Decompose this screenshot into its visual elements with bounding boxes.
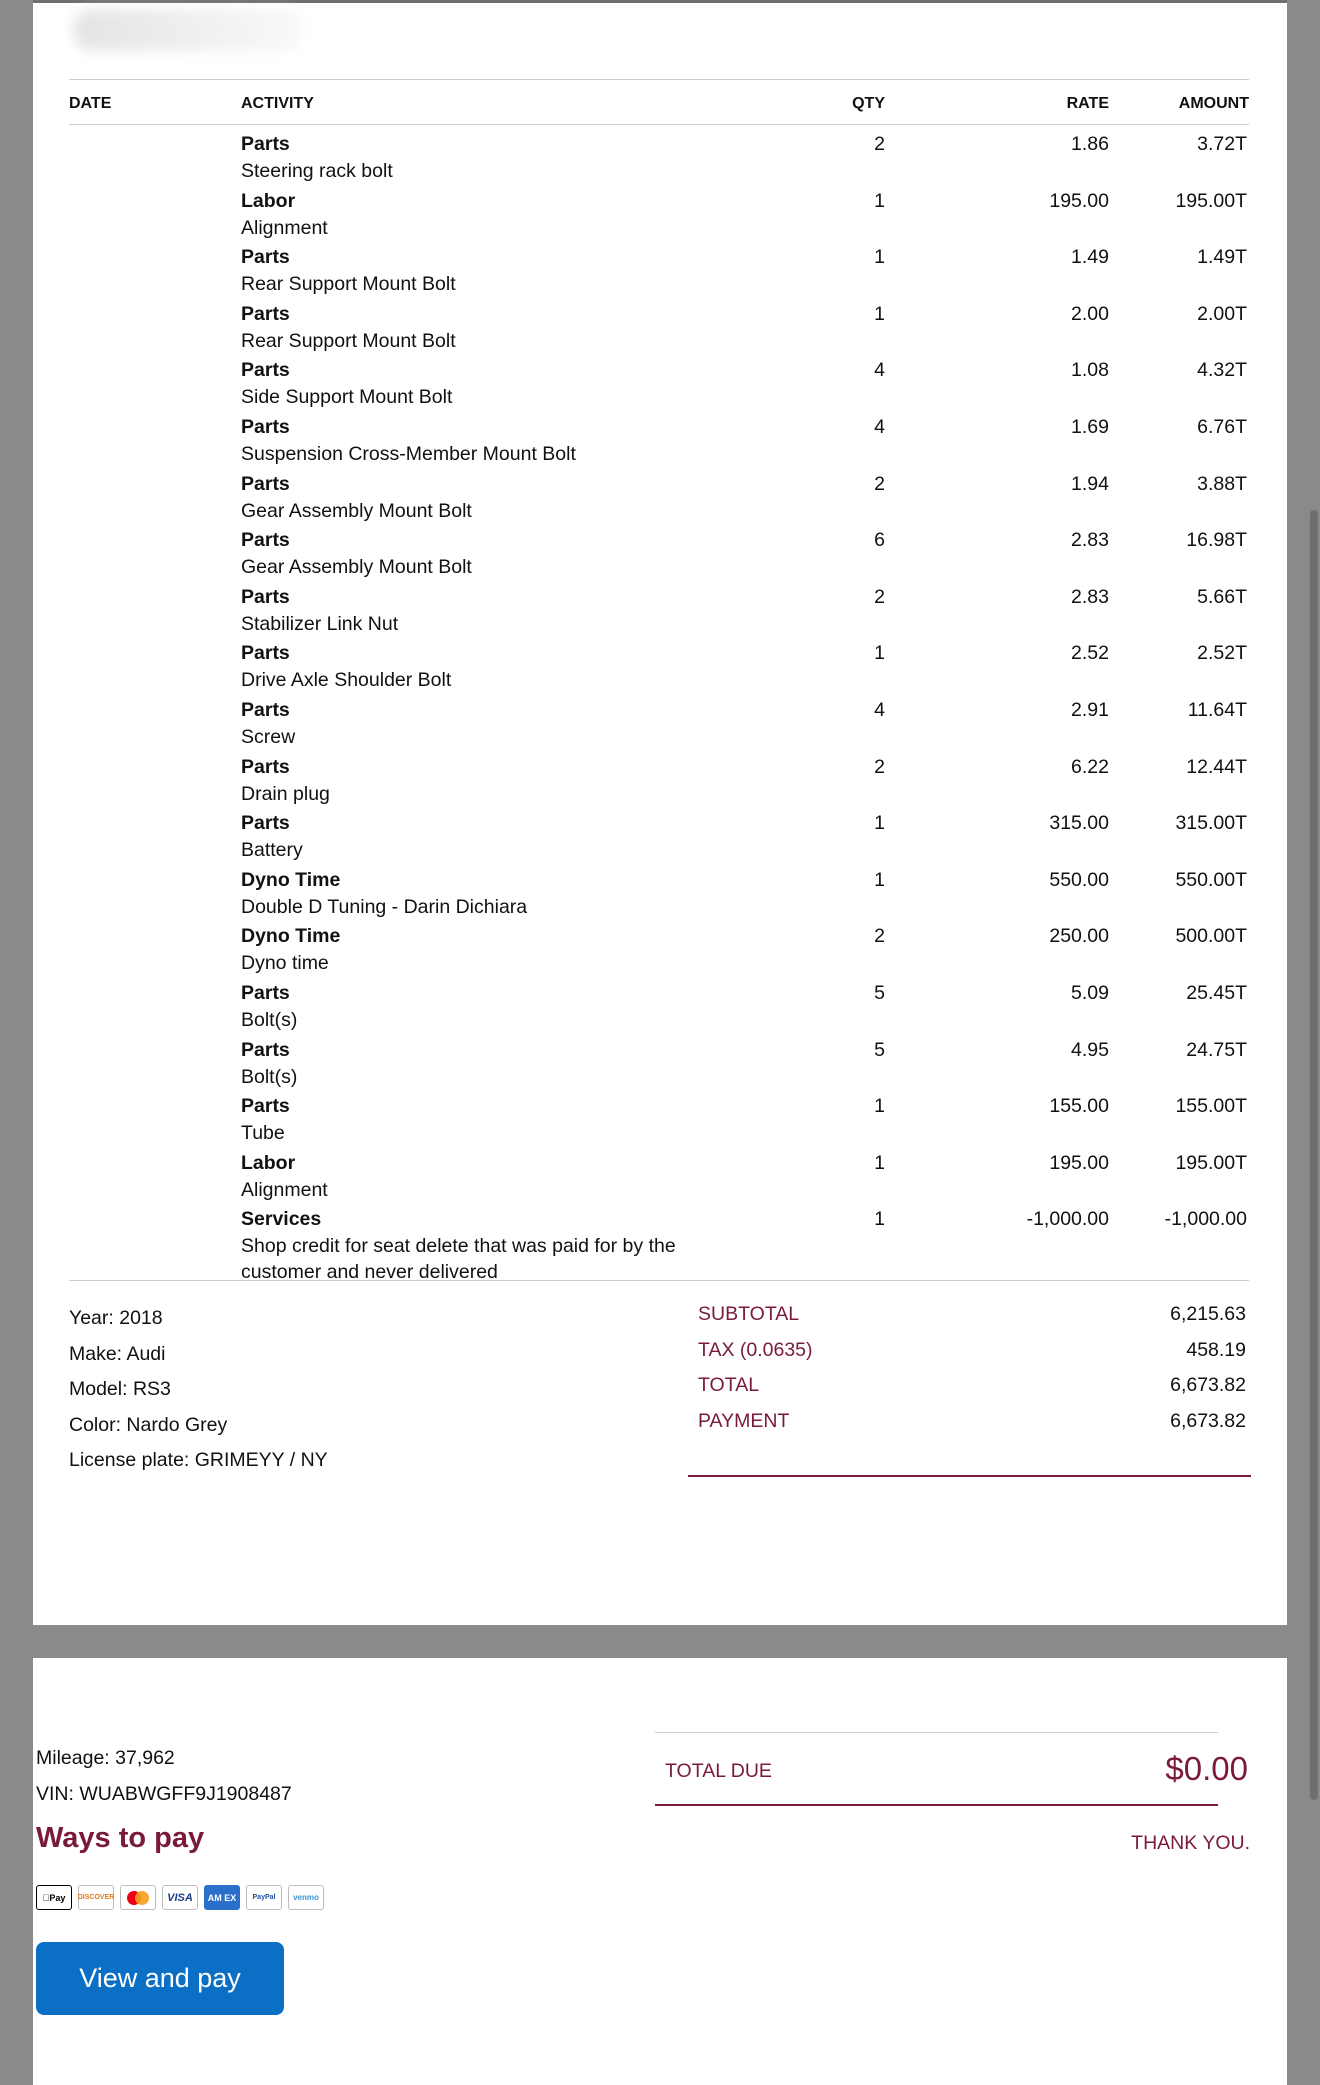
due-top-divider	[655, 1732, 1218, 1733]
table-row	[69, 754, 1249, 811]
total-due-label: TOTAL DUE	[665, 1760, 772, 1782]
item-amount: 195.00T	[1175, 1151, 1247, 1174]
item-description: Alignment	[241, 1178, 328, 1201]
item-description: Bolt(s)	[241, 1065, 298, 1088]
header-activity: ACTIVITY	[241, 95, 314, 112]
item-title: Parts	[241, 812, 290, 835]
item-amount: 2.52T	[1197, 642, 1247, 665]
table-row	[69, 1150, 1249, 1207]
item-description: Shop credit for seat delete that was paid for by the customer and never delivered	[241, 1235, 676, 1284]
item-description: Stabilizer Link Nut	[241, 612, 399, 635]
paypal-icon: PayPal	[246, 1885, 282, 1910]
item-amount: 500.00T	[1175, 925, 1247, 948]
table-row	[69, 923, 1249, 980]
item-rate: 2.00	[1071, 302, 1109, 325]
item-title: Services	[241, 1208, 322, 1231]
item-qty: 1	[874, 302, 885, 325]
item-description: Battery	[241, 839, 303, 862]
tax-value: 458.19	[1186, 1338, 1246, 1361]
item-title: Parts	[241, 755, 290, 778]
invoice-page	[33, 0, 1287, 1625]
table-row	[69, 244, 1249, 301]
vehicle-color: Color: Nardo Grey	[69, 1413, 228, 1436]
total-due-value: $0.00	[1165, 1750, 1248, 1787]
item-title: Parts	[241, 981, 290, 1004]
item-description: Drain plug	[241, 782, 330, 805]
vehicle-info	[69, 1301, 328, 1479]
item-rate: 250.00	[1049, 925, 1109, 948]
item-rate: 195.00	[1049, 189, 1109, 212]
table-row	[69, 584, 1249, 641]
item-rate: 1.08	[1071, 359, 1109, 382]
header-amount: AMOUNT	[1178, 95, 1249, 112]
thank-you-text: THANK YOU.	[1131, 1832, 1250, 1854]
table-row	[69, 1093, 1249, 1150]
vehicle-vin: VIN: WUABWGFF9J1908487	[36, 1783, 292, 1805]
item-amount: 24.75T	[1186, 1038, 1247, 1061]
vehicle-model: Model: RS3	[69, 1378, 171, 1400]
item-rate: 5.09	[1071, 981, 1109, 1004]
tax-row	[688, 1339, 1248, 1375]
item-description: Screw	[241, 725, 296, 748]
vehicle-extra-info	[36, 1740, 292, 1812]
subtotal-row	[688, 1303, 1248, 1339]
totals-divider	[688, 1475, 1251, 1477]
item-description: Rear Support Mount Bolt	[241, 329, 456, 352]
table-row	[69, 1037, 1249, 1094]
item-description: Dyno time	[241, 952, 329, 975]
item-qty: 5	[874, 981, 885, 1004]
item-rate: 2.83	[1071, 585, 1109, 608]
item-rate: 2.91	[1071, 698, 1109, 721]
item-title: Parts	[241, 133, 290, 155]
item-qty: 1	[874, 1151, 885, 1174]
payment-label: PAYMENT	[698, 1410, 790, 1433]
payment-methods	[36, 1885, 324, 1910]
item-rate: 155.00	[1049, 1095, 1109, 1118]
subtotal-label: SUBTOTAL	[698, 1303, 800, 1325]
item-qty: 4	[874, 415, 885, 438]
venmo-icon: venmo	[288, 1885, 324, 1910]
item-amount: 11.64T	[1187, 698, 1247, 721]
apple-pay-icon: Pay	[36, 1885, 72, 1910]
item-rate: -1,000.00	[1026, 1208, 1109, 1231]
invoice-page-2	[33, 1658, 1287, 2085]
item-title: Parts	[241, 302, 290, 325]
tax-label: TAX (0.0635)	[698, 1338, 813, 1361]
item-title: Parts	[241, 472, 290, 495]
item-amount: 3.88T	[1197, 472, 1247, 495]
item-qty: 1	[874, 1208, 885, 1231]
item-title: Parts	[241, 415, 290, 438]
table-row	[69, 980, 1249, 1037]
item-title: Parts	[241, 529, 290, 552]
item-qty: 2	[874, 585, 885, 608]
item-description: Suspension Cross-Member Mount Bolt	[241, 442, 576, 465]
item-title: Dyno Time	[241, 925, 341, 948]
vehicle-mileage: Mileage: 37,962	[36, 1747, 175, 1769]
item-amount: 5.66T	[1197, 585, 1247, 608]
item-rate: 2.52	[1071, 642, 1109, 665]
view-and-pay-button[interactable]: View and pay	[36, 1942, 284, 2015]
item-qty: 2	[874, 133, 885, 155]
item-qty: 1	[874, 868, 885, 891]
table-row	[69, 527, 1249, 584]
item-amount: 3.72T	[1197, 133, 1247, 155]
item-qty: 1	[874, 642, 885, 665]
discover-icon: DISCOVER	[78, 1885, 114, 1910]
ways-to-pay-heading: Ways to pay	[36, 1822, 205, 1854]
table-row	[69, 188, 1249, 245]
item-qty: 1	[874, 246, 885, 269]
table-row	[69, 301, 1249, 358]
item-title: Parts	[241, 698, 290, 721]
table-row	[69, 697, 1249, 754]
table-row	[69, 810, 1249, 867]
item-amount: -1,000.00	[1164, 1208, 1247, 1231]
item-amount: 550.00T	[1175, 868, 1247, 891]
item-description: Steering rack bolt	[241, 160, 393, 182]
item-amount: 6.76T	[1197, 415, 1247, 438]
payment-value: 6,673.82	[1170, 1410, 1246, 1433]
header-rate: RATE	[1066, 95, 1109, 112]
table-row	[69, 1206, 1249, 1284]
item-title: Parts	[241, 642, 290, 665]
subtotal-value: 6,215.63	[1170, 1303, 1246, 1325]
item-rate: 1.69	[1071, 415, 1109, 438]
table-row	[69, 131, 1249, 188]
table-header	[69, 79, 1249, 125]
vehicle-year: Year: 2018	[69, 1307, 163, 1329]
item-title: Parts	[241, 246, 290, 269]
item-title: Labor	[241, 1151, 296, 1174]
item-amount: 4.32T	[1197, 359, 1247, 382]
item-qty: 4	[874, 359, 885, 382]
item-rate: 315.00	[1049, 812, 1109, 835]
visa-icon: VISA	[162, 1885, 198, 1910]
total-value: 6,673.82	[1170, 1374, 1246, 1397]
item-amount: 12.44T	[1186, 755, 1247, 778]
due-bottom-divider	[655, 1804, 1218, 1806]
item-qty: 6	[874, 529, 885, 552]
item-rate: 6.22	[1071, 755, 1109, 778]
item-rate: 1.94	[1071, 472, 1109, 495]
item-amount: 25.45T	[1186, 981, 1247, 1004]
item-amount: 16.98T	[1186, 529, 1247, 552]
table-divider	[69, 1280, 1249, 1281]
item-description: Double D Tuning - Darin Dichiara	[241, 895, 528, 918]
item-amount: 2.00T	[1197, 302, 1247, 325]
scrollbar[interactable]	[1310, 510, 1318, 1800]
item-qty: 2	[874, 755, 885, 778]
table-row	[69, 357, 1249, 414]
item-title: Parts	[241, 585, 290, 608]
item-amount: 195.00T	[1175, 189, 1247, 212]
item-description: Side Support Mount Bolt	[241, 386, 453, 409]
item-description: Gear Assembly Mount Bolt	[241, 499, 472, 522]
item-qty: 1	[874, 1095, 885, 1118]
vehicle-make: Make: Audi	[69, 1342, 166, 1365]
mastercard-icon	[120, 1885, 156, 1910]
item-qty: 5	[874, 1038, 885, 1061]
item-qty: 2	[874, 925, 885, 948]
item-qty: 4	[874, 698, 885, 721]
item-rate: 2.83	[1071, 529, 1109, 552]
table-row	[69, 640, 1249, 697]
item-rate: 1.86	[1071, 133, 1109, 155]
vehicle-plate: License plate: GRIMEYY / NY	[69, 1449, 328, 1471]
item-qty: 1	[874, 189, 885, 212]
item-title: Parts	[241, 1095, 290, 1118]
totals-block	[688, 1303, 1248, 1446]
amex-icon: AM EX	[204, 1885, 240, 1910]
item-amount: 1.49T	[1197, 246, 1247, 269]
item-qty: 2	[874, 472, 885, 495]
item-description: Bolt(s)	[241, 1008, 298, 1031]
item-amount: 155.00T	[1175, 1095, 1247, 1118]
item-description: Gear Assembly Mount Bolt	[241, 556, 472, 579]
item-qty: 1	[874, 812, 885, 835]
item-description: Alignment	[241, 216, 328, 239]
item-title: Parts	[241, 1038, 290, 1061]
header-qty: QTY	[852, 95, 885, 112]
table-row	[69, 867, 1249, 924]
item-description: Tube	[241, 1122, 285, 1145]
item-title: Labor	[241, 189, 296, 212]
item-rate: 1.49	[1071, 246, 1109, 269]
item-rate: 195.00	[1049, 1151, 1109, 1174]
total-label: TOTAL	[698, 1374, 760, 1397]
total-row	[688, 1374, 1248, 1410]
item-rate: 550.00	[1049, 868, 1109, 891]
item-rate: 4.95	[1071, 1038, 1109, 1061]
blurred-header	[73, 9, 303, 51]
item-title: Parts	[241, 359, 290, 382]
table-row	[69, 414, 1249, 471]
item-description: Rear Support Mount Bolt	[241, 273, 456, 296]
item-amount: 315.00T	[1175, 812, 1247, 835]
payment-row	[688, 1410, 1248, 1446]
item-description: Drive Axle Shoulder Bolt	[241, 669, 452, 692]
table-row	[69, 471, 1249, 528]
item-title: Dyno Time	[241, 868, 341, 891]
line-items	[69, 131, 1249, 1284]
header-date: DATE	[69, 95, 112, 112]
